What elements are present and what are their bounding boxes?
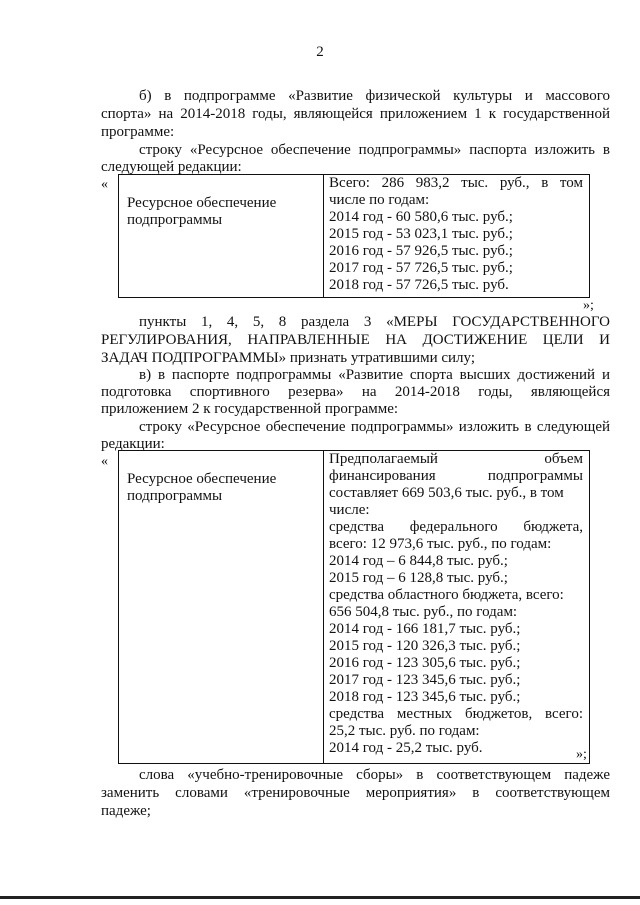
section-b-instruction-1: строку «Ресурсное обеспечение подпрограммы» паспорта изложить в — [139, 142, 610, 158]
scan-bottom-edge — [0, 896, 640, 899]
table-2-value-line: средства федерального бюджета, — [329, 519, 583, 535]
table-2-value-line: 2015 год - 120 326,3 тыс. руб.; — [329, 638, 521, 654]
table-2-value-line: 2017 год - 123 345,6 тыс. руб.; — [329, 672, 521, 688]
resource-table-2-label-cell — [119, 451, 324, 764]
section-b-line-3: программе: — [101, 124, 175, 140]
table-2-value-line: средства местных бюджетов, всего: — [329, 706, 583, 722]
section-v-instruction-2: редакции: — [101, 436, 165, 452]
words-line-2: заменить словами «тренировочные мероприятия» в соответствующем — [101, 785, 610, 801]
resource-table-2 — [118, 450, 590, 764]
open-quote-2: « — [101, 454, 108, 469]
table-1-value-line: 2018 год - 57 726,5 тыс. руб. — [329, 277, 509, 293]
close-quote-2: »; — [576, 747, 587, 762]
section-v-instruction-1: строку «Ресурсное обеспечение подпрограммы» изложить в следующей — [139, 419, 610, 435]
words-line-1: слова «учебно-тренировочные сборы» в соответствующем падеже — [139, 767, 610, 783]
section-b-line-2: спорта» на 2014-2018 годы, являющейся приложением 1 к государственной — [101, 106, 610, 122]
resource-table-2-value-cell — [324, 451, 590, 764]
table-2-value-line: 2014 год - 166 181,7 тыс. руб.; — [329, 621, 521, 637]
table-2-value-line: финансирования подпрограммы — [329, 468, 583, 484]
section-v-line-3: приложением 2 к государственной программе: — [101, 401, 399, 417]
table-2-value-line: числе: — [329, 502, 370, 518]
table-2-label-line: подпрограммы — [127, 488, 223, 504]
table-2-value-line: средства областного бюджета, всего: — [329, 587, 564, 603]
table-2-value-line: 2014 год – 6 844,8 тыс. руб.; — [329, 553, 508, 569]
words-line-3: падеже; — [101, 803, 151, 819]
resource-table-1-label-cell — [119, 175, 324, 298]
points-line-1: пункты 1, 4, 5, 8 раздела 3 «МЕРЫ ГОСУДАРСТВЕННОГО — [139, 314, 610, 330]
table-2-value-line: 2014 год - 25,2 тыс. руб. — [329, 740, 483, 756]
resource-table-1-value-cell — [324, 175, 590, 298]
page-number: 2 — [316, 44, 324, 60]
table-2-value-line: всего: 12 973,6 тыс. руб., по годам: — [329, 536, 552, 552]
table-2-value-line: 2016 год - 123 305,6 тыс. руб.; — [329, 655, 521, 671]
table-2-value-line: 2015 год – 6 128,8 тыс. руб.; — [329, 570, 508, 586]
close-quote-1: »; — [583, 298, 594, 313]
open-quote-1: « — [101, 177, 108, 192]
section-b-line-1: б) в подпрограмме «Развитие физической культуры и массового — [139, 88, 610, 104]
table-2-value-line: 25,2 тыс. руб. по годам: — [329, 723, 480, 739]
points-line-2: РЕГУЛИРОВАНИЯ, НАПРАВЛЕННЫЕ НА ДОСТИЖЕНИЕ ЦЕЛИ И — [101, 332, 610, 348]
table-1-value-line: 2016 год - 57 926,5 тыс. руб.; — [329, 243, 513, 259]
table-1-value-line: 2014 год - 60 580,6 тыс. руб.; — [329, 209, 513, 225]
table-1-value-line: Всего: 286 983,2 тыс. руб., в том — [329, 175, 583, 191]
table-2-value-line: Предполагаемый объем — [329, 451, 583, 467]
table-2-label-line: Ресурсное обеспечение — [127, 471, 277, 487]
section-v-line-2: подготовка спортивного резерва» на 2014-2018 годы, являющейся — [101, 384, 610, 400]
table-1-label-line: подпрограммы — [127, 212, 223, 228]
table-1-value-line: 2015 год - 53 023,1 тыс. руб.; — [329, 226, 513, 242]
table-2-value-line: 656 504,8 тыс. руб., по годам: — [329, 604, 518, 620]
section-v-line-1: в) в паспорте подпрограммы «Развитие спорта высших достижений и — [139, 367, 610, 383]
table-1-label-line: Ресурсное обеспечение — [127, 195, 277, 211]
table-2-value-line: 2018 год - 123 345,6 тыс. руб.; — [329, 689, 521, 705]
resource-table-1 — [118, 174, 590, 298]
table-1-value-line: 2017 год - 57 726,5 тыс. руб.; — [329, 260, 513, 276]
points-line-3: ЗАДАЧ ПОДПРОГРАММЫ» признать утратившими силу; — [101, 350, 475, 366]
section-b-instruction-2: следующей редакции: — [101, 159, 242, 175]
table-1-value-line: числе по годам: — [329, 192, 430, 208]
table-2-value-line: составляет 669 503,6 тыс. руб., в том — [329, 485, 564, 501]
